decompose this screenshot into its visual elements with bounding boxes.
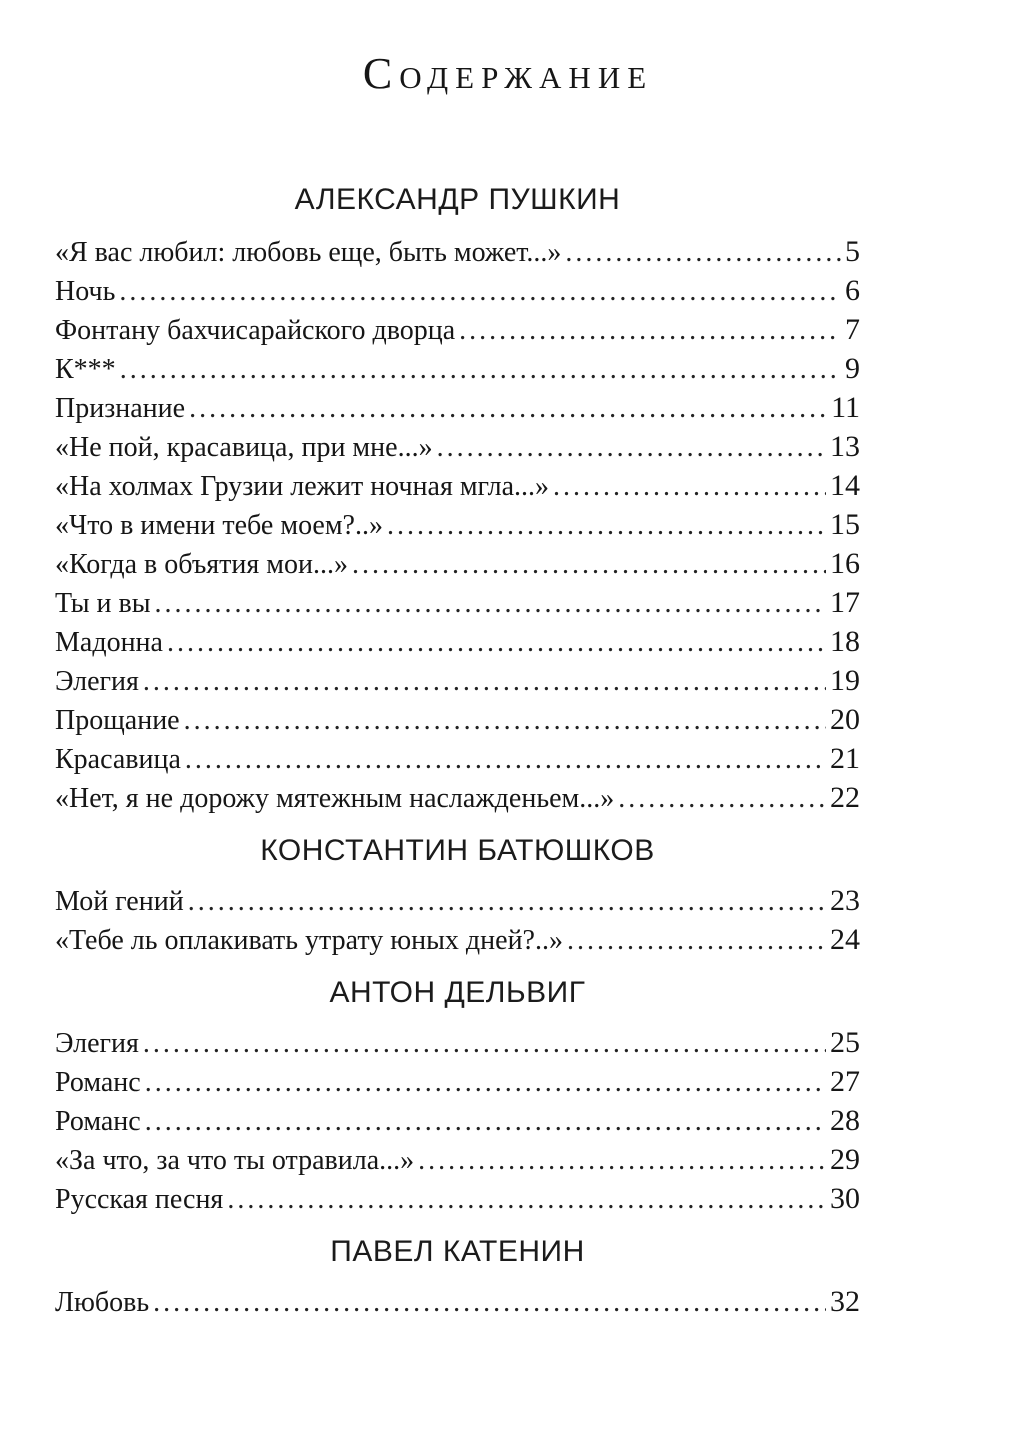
toc-entry	[55, 583, 860, 622]
toc-entry-page-number: 22	[830, 781, 860, 814]
toc-entry	[55, 622, 860, 661]
table-of-contents	[55, 180, 860, 1321]
toc-entry-page-number: 14	[830, 469, 860, 502]
toc-entry-title: Романс	[55, 1106, 141, 1137]
dot-leader	[387, 506, 826, 545]
toc-entry-title: К***	[55, 354, 116, 385]
dot-leader	[185, 740, 826, 779]
section-author-heading: ПАВЕЛ КАТЕНИН	[330, 1235, 585, 1268]
toc-entry	[55, 427, 860, 466]
toc-entry-page-number: 16	[830, 547, 860, 580]
toc-entry-title: «Не пой, красавица, при мне...»	[55, 432, 433, 463]
dot-leader	[553, 467, 826, 506]
toc-entry-page-number: 15	[830, 508, 860, 541]
toc-entry-page-number: 9	[845, 352, 860, 385]
toc-entry	[55, 739, 860, 778]
toc-entry-title: Ночь	[55, 276, 116, 307]
dot-leader	[567, 921, 826, 960]
toc-entry	[55, 661, 860, 700]
dot-leader	[565, 233, 841, 272]
toc-entry	[55, 466, 860, 505]
toc-entry	[55, 271, 860, 310]
dot-leader	[153, 1283, 826, 1322]
dot-leader	[352, 545, 826, 584]
toc-entry-page-number: 6	[845, 274, 860, 307]
toc-entry	[55, 544, 860, 583]
toc-entry-title: «Что в имени тебе моем?..»	[55, 510, 383, 541]
toc-entry-page-number: 28	[830, 1104, 860, 1137]
toc-entry-title: Элегия	[55, 666, 139, 697]
toc-entry-page-number: 27	[830, 1065, 860, 1098]
toc-entry-page-number: 23	[830, 884, 860, 917]
dot-leader	[184, 701, 826, 740]
toc-entry-title: Русская песня	[55, 1184, 224, 1215]
toc-entry-title: Мой гений	[55, 886, 184, 917]
toc-entry-page-number: 25	[830, 1026, 860, 1059]
dot-leader	[459, 311, 841, 350]
toc-entry	[55, 1101, 860, 1140]
dot-leader	[418, 1141, 826, 1180]
dot-leader	[143, 1024, 826, 1063]
toc-entry-page-number: 30	[830, 1182, 860, 1215]
toc-entry-title: Романс	[55, 1067, 141, 1098]
dot-leader	[120, 350, 841, 389]
toc-entry-title: Элегия	[55, 1028, 139, 1059]
toc-entry-page-number: 5	[845, 235, 860, 268]
toc-entry-title: Фонтану бахчисарайского дворца	[55, 315, 456, 346]
toc-entry-page-number: 18	[830, 625, 860, 658]
toc-entry	[55, 1140, 860, 1179]
toc-entry	[55, 1062, 860, 1101]
toc-entry-page-number: 7	[845, 313, 860, 346]
toc-entry	[55, 1282, 860, 1321]
toc-entry	[55, 920, 860, 959]
toc-entry-page-number: 29	[830, 1143, 860, 1176]
section-author-heading: КОНСТАНТИН БАТЮШКОВ	[260, 834, 655, 867]
page-title: Содержание	[362, 49, 654, 98]
toc-entry-page-number: 20	[830, 703, 860, 736]
toc-entry-page-number: 19	[830, 664, 860, 697]
toc-entry	[55, 310, 860, 349]
toc-entry-page-number: 24	[830, 923, 860, 956]
toc-entry-page-number: 21	[830, 742, 860, 775]
toc-entry	[55, 1023, 860, 1062]
dot-leader	[188, 882, 826, 921]
toc-entry	[55, 1179, 860, 1218]
toc-entry-title: Прощание	[55, 705, 180, 736]
toc-entry	[55, 505, 860, 544]
toc-entry-title: «Нет, я не дорожу мятежным наслажденьем...»	[55, 783, 615, 814]
toc-entry-page-number: 13	[830, 430, 860, 463]
toc-entry-title: Ты и вы	[55, 588, 151, 619]
dot-leader	[145, 1063, 826, 1102]
toc-entry	[55, 232, 860, 271]
dot-leader	[437, 428, 826, 467]
toc-entry-page-number: 32	[830, 1285, 860, 1318]
dot-leader	[145, 1102, 826, 1141]
toc-entry-title: Признание	[55, 393, 186, 424]
toc-entry	[55, 700, 860, 739]
section-author-heading: АЛЕКСАНДР ПУШКИН	[294, 183, 621, 216]
toc-entry	[55, 349, 860, 388]
toc-entry-page-number: 11	[831, 391, 860, 424]
toc-entry	[55, 778, 860, 817]
dot-leader	[155, 584, 826, 623]
toc-entry	[55, 881, 860, 920]
toc-entry-page-number: 17	[830, 586, 860, 619]
dot-leader	[189, 389, 827, 428]
toc-entry-title: Красавица	[55, 744, 181, 775]
toc-entry-title: «Когда в объятия мои...»	[55, 549, 348, 580]
dot-leader	[143, 662, 826, 701]
toc-entry-title: «Тебе ль оплакивать утрату юных дней?..»	[55, 925, 563, 956]
toc-entry-title: «На холмах Грузии лежит ночная мгла...»	[55, 471, 550, 502]
toc-entry-title: Любовь	[55, 1287, 150, 1318]
toc-entry	[55, 388, 860, 427]
section-author-heading: АНТОН ДЕЛЬВИГ	[329, 976, 586, 1009]
dot-leader	[167, 623, 826, 662]
dot-leader	[227, 1180, 826, 1219]
dot-leader	[119, 272, 841, 311]
toc-entry-title: «За что, за что ты отравила...»	[55, 1145, 415, 1176]
toc-entry-title: «Я вас любил: любовь еще, быть может...»	[55, 237, 562, 268]
dot-leader	[618, 779, 826, 818]
toc-entry-title: Мадонна	[55, 627, 163, 658]
